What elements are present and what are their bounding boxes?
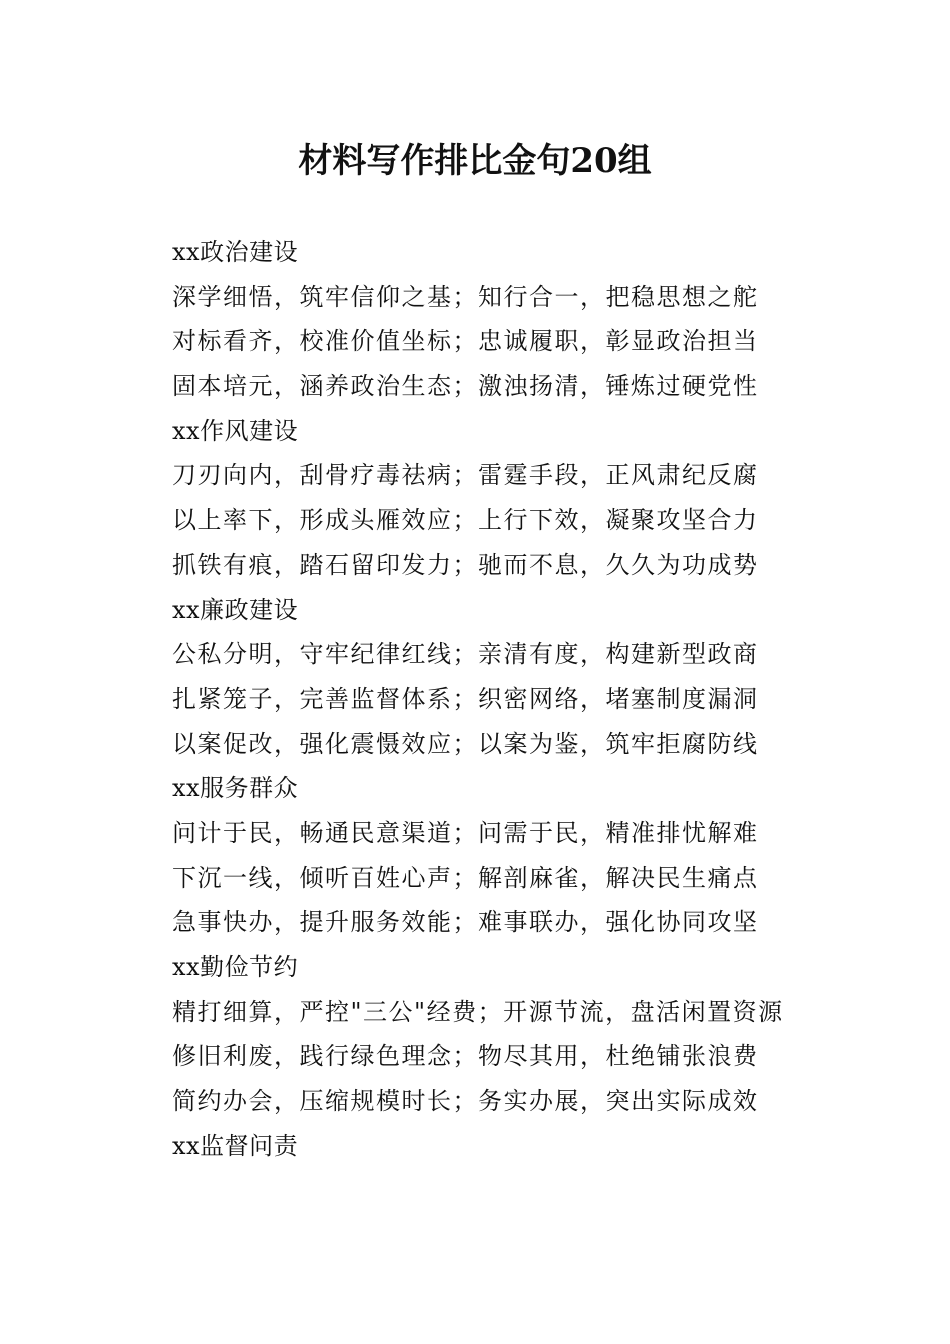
section-heading: xx监督问责 bbox=[172, 1131, 299, 1160]
document-body bbox=[172, 230, 932, 1168]
section-political bbox=[172, 230, 932, 409]
section-heading: xx政治建设 bbox=[172, 238, 299, 266]
document-title: 材料写作排比金句20组 bbox=[298, 141, 652, 181]
section-heading: xx勤俭节约 bbox=[172, 953, 299, 981]
sentence-line: 公私分明，守牢纪律红线；亲清有度，构建新型政商 bbox=[172, 640, 759, 669]
sentence-line: 急事快办，提升服务效能；难事联办，强化协同攻坚 bbox=[172, 908, 759, 937]
sentence-line: 问计于民，畅通民意渠道；问需于民，精准排忧解难 bbox=[172, 818, 759, 847]
sentence-line: 对标看齐，校准价值坐标；忠诚履职，彰显政治担当 bbox=[172, 327, 759, 356]
section-supervision bbox=[172, 1124, 932, 1169]
sentence-line: 下沉一线，倾听百姓心声；解剖麻雀，解决民生痛点 bbox=[172, 863, 759, 892]
section-heading: xx廉政建设 bbox=[172, 595, 299, 624]
section-heading: xx服务群众 bbox=[172, 774, 299, 803]
section-work-style bbox=[172, 409, 932, 588]
sentence-line: 固本培元，涵养政治生态；激浊扬清，锤炼过硬党性 bbox=[172, 372, 759, 401]
section-serve-public bbox=[172, 766, 932, 945]
section-heading: xx作风建设 bbox=[172, 416, 299, 445]
sentence-line: 修旧利废，践行绿色理念；物尽其用，杜绝铺张浪费 bbox=[172, 1042, 759, 1071]
sentence-line: 抓铁有痕，踏石留印发力；驰而不息，久久为功成势 bbox=[172, 550, 759, 579]
sentence-line: 深学细悟，筑牢信仰之基；知行合一，把稳思想之舵 bbox=[172, 282, 759, 311]
sentence-line: 刀刃向内，刮骨疗毒祛病；雷霆手段，正风肃纪反腐 bbox=[172, 461, 759, 490]
sentence-line: 简约办会，压缩规模时长；务实办展，突出实际成效 bbox=[172, 1087, 759, 1116]
sentence-line: 精打细算，严控"三公"经费；开源节流，盘活闲置资源 bbox=[172, 997, 784, 1026]
section-integrity bbox=[172, 588, 932, 767]
sentence-line: 以上率下，形成头雁效应；上行下效，凝聚攻坚合力 bbox=[172, 506, 759, 535]
section-frugality bbox=[172, 945, 932, 1124]
sentence-line: 扎紧笼子，完善监督体系；织密网络，堵塞制度漏洞 bbox=[172, 684, 759, 713]
sentence-line: 以案促改，强化震慑效应；以案为鉴，筑牢拒腐防线 bbox=[172, 729, 759, 758]
